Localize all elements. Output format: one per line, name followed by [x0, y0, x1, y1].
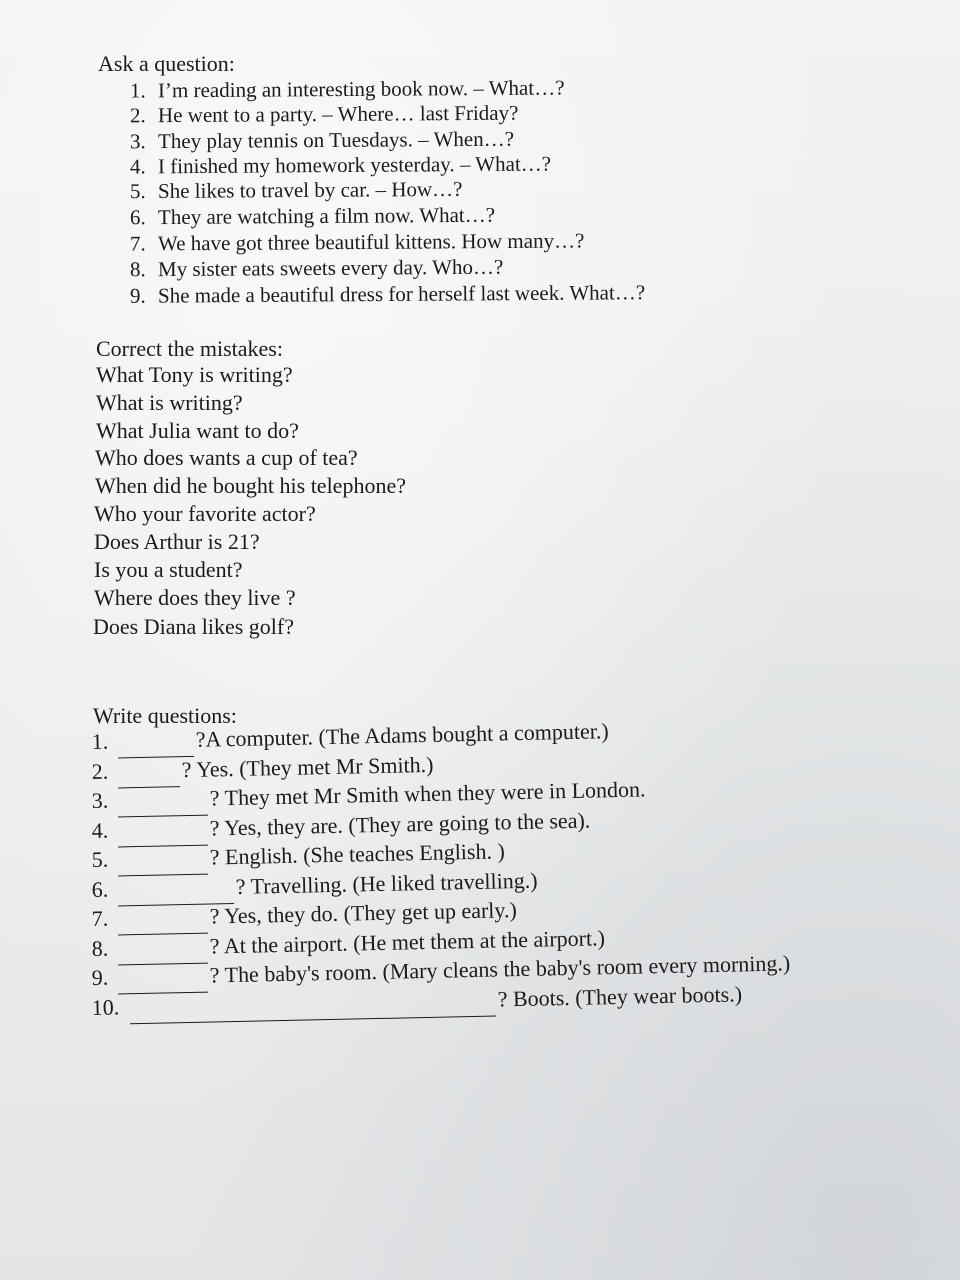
- list-item: What is writing?: [96, 390, 243, 415]
- list-item: Does Arthur is 21?: [94, 529, 260, 554]
- item-number: 4.: [91, 817, 109, 843]
- item-text: They are watching a film now. What…?: [157, 202, 496, 230]
- answer-blank: [118, 795, 208, 818]
- item-text: ? Yes. (They met Mr Smith.): [181, 751, 434, 783]
- item-text: She made a beautiful dress for herself last week. What…?: [157, 280, 646, 308]
- answer-blank: [130, 996, 496, 1025]
- item-text: ? They met Mr Smith when they were in London.: [209, 776, 646, 811]
- item-text: ? Yes, they do. (They get up early.): [209, 897, 518, 929]
- list-item: Is you a student?: [94, 557, 243, 582]
- list-item: [129, 202, 496, 230]
- item-number: 7.: [129, 231, 146, 256]
- item-text: She likes to travel by car. – How…?: [157, 176, 463, 203]
- answer-blank: [118, 854, 208, 877]
- item-number: 8.: [129, 257, 146, 282]
- item-number: 9.: [129, 283, 146, 308]
- list-item: [129, 254, 504, 282]
- item-text: My sister eats sweets every day. Who…?: [157, 254, 504, 282]
- item-text: ? English. (She teaches English. ): [209, 838, 506, 870]
- item-number: 1.: [129, 78, 146, 103]
- item-number: 6.: [129, 205, 146, 230]
- item-text: ? At the airport. (He met them at the airport.): [209, 925, 606, 959]
- item-text: ? Yes, they are. (They are going to the sea).: [209, 807, 591, 841]
- answer-blank: [118, 825, 208, 848]
- list-item: Does Diana likes golf?: [93, 614, 294, 639]
- item-number: 8.: [91, 935, 109, 961]
- list-item: [130, 230, 584, 254]
- answer-blank: [118, 943, 208, 966]
- item-number: 4.: [129, 154, 146, 179]
- item-text: ? Boots. (They wear boots.): [497, 981, 743, 1012]
- item-number: 2.: [91, 758, 109, 784]
- list-item: Who does wants a cup of tea?: [95, 445, 358, 470]
- list-item: [130, 282, 645, 307]
- list-item: Where does they live ?: [94, 585, 296, 610]
- answer-blank: [118, 766, 180, 788]
- item-number: 1.: [91, 728, 109, 754]
- item-number: 3.: [129, 129, 146, 154]
- list-item: [129, 151, 552, 179]
- item-number: 5.: [91, 846, 109, 872]
- list-item: Who your favorite actor?: [94, 501, 316, 526]
- item-text: We have got three beautiful kittens. How many…?: [157, 228, 585, 256]
- list-item: [129, 126, 515, 154]
- list-item: [130, 77, 565, 101]
- list-item: What Julia want to do?: [96, 418, 299, 443]
- list-item: [129, 100, 519, 128]
- answer-blank: [118, 972, 208, 995]
- list-item: When did he bought his telephone?: [95, 473, 406, 498]
- answer-blank: [118, 913, 208, 936]
- item-text: ? The baby's room. (Mary cleans the baby's room every morning.): [209, 950, 791, 988]
- item-number: 5.: [129, 179, 146, 204]
- list-item: [91, 751, 434, 784]
- item-number: 9.: [91, 964, 109, 990]
- item-number: 2.: [129, 103, 146, 128]
- item-number: 3.: [91, 787, 109, 813]
- item-text: He went to a party. – Where… last Friday?: [157, 100, 519, 128]
- write-questions-title: Write questions:: [93, 703, 237, 728]
- list-item: [129, 176, 463, 204]
- correct-mistakes-title: Correct the mistakes:: [96, 336, 283, 361]
- item-text: They play tennis on Tuesdays. – When…?: [157, 126, 515, 154]
- item-text: ?A computer. (The Adams bought a computer.): [195, 718, 609, 752]
- list-item: What Tony is writing?: [96, 362, 293, 387]
- answer-blank: [118, 736, 194, 759]
- item-text: I finished my homework yesterday. – What…?: [157, 151, 552, 179]
- item-number: 10.: [91, 994, 120, 1020]
- item-text: ? Travelling. (He liked travelling.): [235, 867, 538, 899]
- ask-question-title: Ask a question:: [98, 51, 235, 76]
- item-text: I’m reading an interesting book now. – What…?: [157, 75, 565, 103]
- item-number: 6.: [91, 876, 109, 902]
- item-number: 7.: [91, 905, 109, 931]
